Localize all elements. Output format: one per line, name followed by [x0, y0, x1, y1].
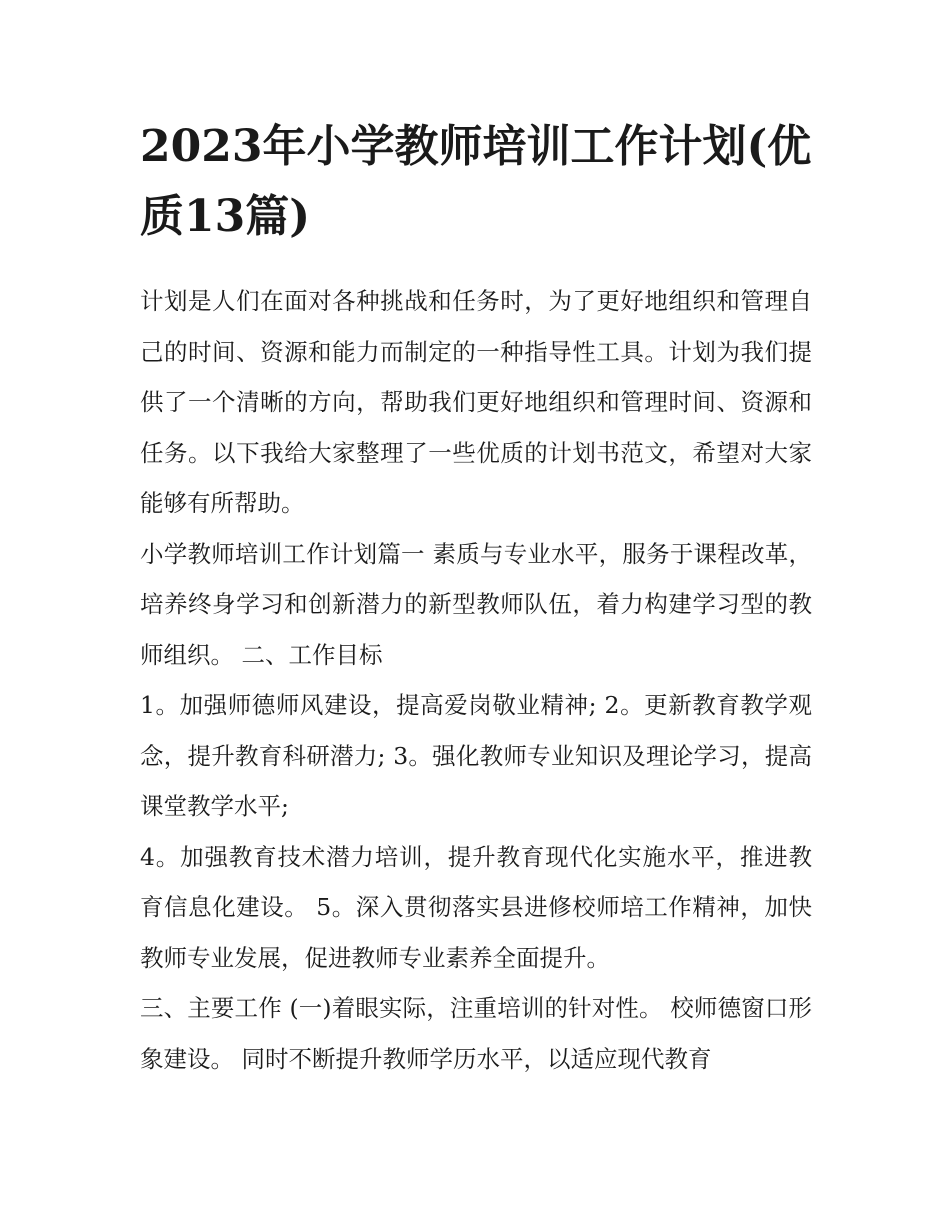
paragraph-goals-4-5: 4。加强教育技术潜力培训，提升教育现代化实施水平，推进教育信息化建设。 5。深入贯彻落实县进修校师培工作精神，加快教师专业发展，促进教师专业素养全面提升。: [140, 842, 812, 972]
paragraph-section-one: 小学教师培训工作计划篇一 素质与专业水平，服务于课程改革，培养终身学习和创新潜力的新型教师队伍，着力构建学习型的教师组织。 二、工作目标: [140, 539, 812, 669]
paragraph-intro: 计划是人们在面对各种挑战和任务时，为了更好地组织和管理自己的时间、资源和能力而制定的一种指导性工具。计划为我们提供了一个清晰的方向，帮助我们更好地组织和管理时间、资源和任务。以下我给大家整理了一些优质的计划书范文，希望对大家能够有所帮助。: [140, 287, 812, 517]
document-body: [140, 112, 812, 1084]
document-title: 2023年小学教师培训工作计划(优质13篇): [140, 121, 812, 242]
paragraph-goals-1-3: 1。加强师德师风建设，提高爱岗敬业精神; 2。更新教育教学观念，提升教育科研潜力; 3。强化教师专业知识及理论学习，提高课堂教学水平;: [140, 691, 812, 820]
paragraph-main-work: 三、主要工作 (一)着眼实际，注重培训的针对性。 校师德窗口形象建设。 同时不断提升教师学历水平，以适应现代教育: [140, 994, 812, 1073]
